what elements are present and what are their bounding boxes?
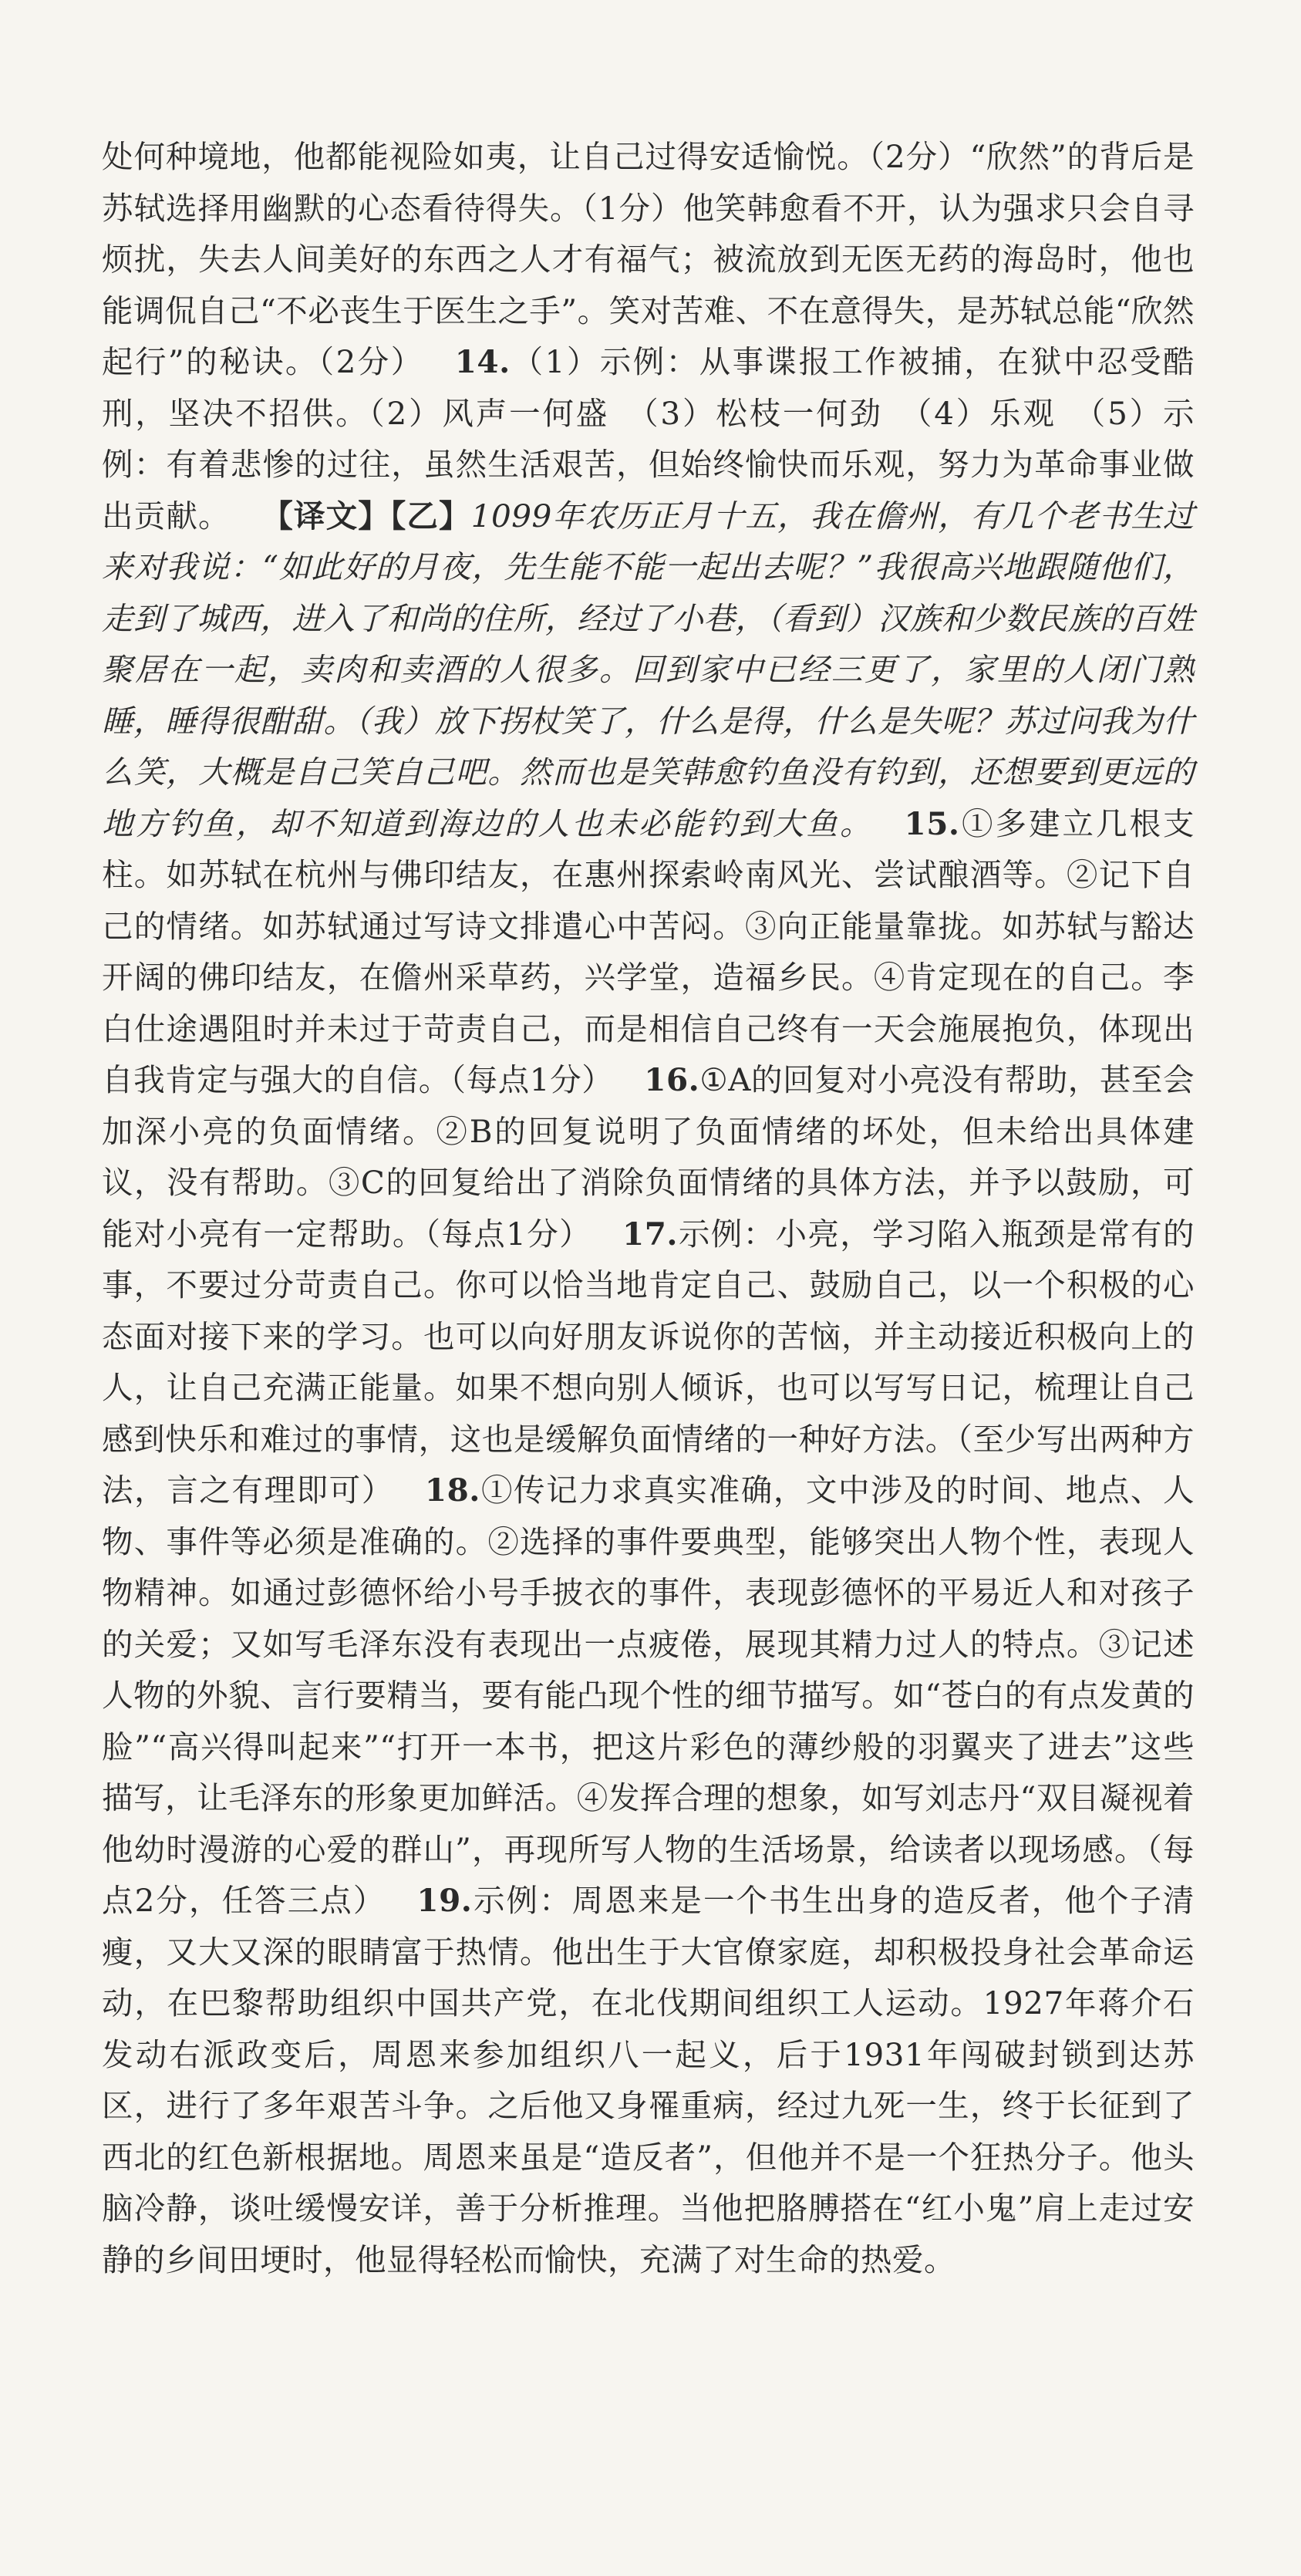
answer-paragraph xyxy=(102,131,1195,2285)
answer-19-body: 示例：周恩来是一个书生出身的造反者，他个子清瘦，又大又深的眼睛富于热情。他出生于大官僚家庭，却积极投身社会革命运动，在巴黎帮助组织中国共产党，在北伐期间组织工人运动。1927年蒋介石发动右派政变后，周恩来参加组织八一起义，后于1931年闯破封锁到达苏区，进行了多年艰苦斗争。之后他又身罹重病，经过九死一生，终于长征到了西北的红色新根据地。周恩来虽是“造反者”，但他并不是一个狂热分子。他头脑冷静，谈吐缓慢安详，善于分析推理。当他把胳膊搭在“红小鬼”肩上走过安静的乡间田埂时，他显得轻松而愉快，充满了对生命的热爱。 xyxy=(102,1882,1195,2278)
question-19-number: 19. xyxy=(416,1882,473,1919)
answer-14-body: （1）示例：从事谍报工作被捕，在狱中忍受酷刑，坚决不招供。（2）风声一何盛 （3）松枝一何劲 （4）乐观 （5）示例：有着悲惨的过往，虽然生活艰苦，但始终愉快而乐观，努力为革命事业做出贡献。 xyxy=(102,343,1195,534)
answer-18-body: ①传记力求真实准确，文中涉及的时间、地点、人物、事件等必须是准确的。②选择的事件要典型，能够突出人物个性，表现人物精神。如通过彭德怀给小号手披衣的事件，表现彭德怀的平易近人和对孩子的关爱；又如写毛泽东没有表现出一点疲倦，展现其精力过人的特点。③记述人物的外貌、言行要精当，要有能凸现个性的细节描写。如“苍白的有点发黄的脸”“高兴得叫起来”“打开一本书，把这片彩色的薄纱般的羽翼夹了进去”这些描写，让毛泽东的形象更加鲜活。④发挥合理的想象，如写刘志丹“双目凝视着他幼时漫游的心爱的群山”，再现所写人物的生活场景，给读者以现场感。（每点2分，任答三点） xyxy=(102,1472,1195,1919)
answer-17-body: 示例：小亮，学习陷入瓶颈是常有的事，不要过分苛责自己。你可以恰当地肯定自己、鼓励自己，以一个积极的心态面对接下来的学习。也可以向好朋友诉说你的苦恼，并主动接近积极向上的人，让自己充满正能量。如果不想向别人倾诉，也可以写写日记，梳理让自己感到快乐和难过的事情，这也是缓解负面情绪的一种好方法。（至少写出两种方法，言之有理即可） xyxy=(102,1215,1195,1509)
answer-15-body: ①多建立几根支柱。如苏轼在杭州与佛印结友，在惠州探索岭南风光、尝试酿酒等。②记下自己的情绪。如苏轼通过写诗文排遣心中苦闷。③向正能量靠拢。如苏轼与豁达开阔的佛印结友，在儋州采草药，兴学堂，造福乡民。④肯定现在的自己。李白仕途遇阻时并未过于苛责自己，而是相信自己终有一天会施展抱负，体现出自我肯定与强大的自信。（每点1分） xyxy=(102,804,1195,1098)
question-16-number: 16. xyxy=(644,1061,700,1098)
answer-text-block xyxy=(102,131,1195,2285)
translation-tag: 【译文】【乙】 xyxy=(261,497,471,534)
answer-13-tail: 处何种境地，他都能视险如夷，让自己过得安适愉悦。（2分）“欣然”的背后是苏轼选择用幽默的心态看待得失。（1分）他笑韩愈看不开，认为强求只会自寻烦扰，失去人间美好的东西之人才有福气；被流放到无医无药的海岛时，他也能调侃自己“不必丧生于医生之手”。笑对苦难、不在意得失，是苏轼总能“欣然起行”的秘诀。（2分） xyxy=(102,138,1195,380)
question-15-number: 15. xyxy=(904,804,960,842)
answer-16-body: ①A的回复对小亮没有帮助，甚至会加深小亮的负面情绪。②B的回复说明了负面情绪的坏处，但未给出具体建议，没有帮助。③C的回复给出了消除负面情绪的具体方法，并予以鼓励，可能对小亮有一定帮助。（每点1分） xyxy=(102,1061,1195,1253)
question-17-number: 17. xyxy=(622,1215,678,1253)
question-14-number: 14. xyxy=(454,343,511,380)
question-18-number: 18. xyxy=(424,1472,480,1509)
translation-body: 1099年农历正月十五，我在儋州，有几个老书生过来对我说：“如此好的月夜，先生能不能一起出去呢？”我很高兴地跟随他们，走到了城西，进入了和尚的住所，经过了小巷，（看到）汉族和少数民族的百姓聚居在一起，卖肉和卖酒的人很多。回到家中已经三更了，家里的人闭门熟睡，睡得很酣甜。（我）放下拐杖笑了，什么是得，什么是失呢？苏过问我为什么笑，大概是自己笑自己吧。然而也是笑韩愈钓鱼没有钓到，还想要到更远的地方钓鱼，却不知道到海边的人也未必能钓到大鱼。 xyxy=(102,497,1195,842)
